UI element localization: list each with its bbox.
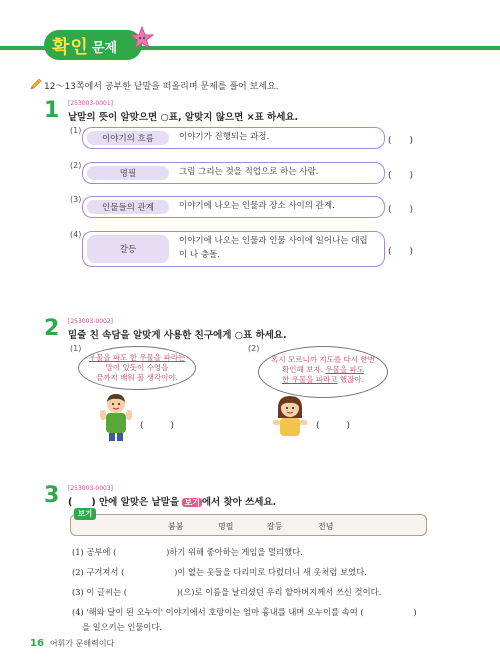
boy-character-icon — [96, 392, 136, 442]
q1-term: 인물들의 관계 — [87, 200, 169, 214]
word-box-label: 보기 — [74, 508, 96, 520]
page-number: 16 — [30, 638, 44, 649]
q3-sentence: (2) 구겨져서 ( )이 없는 옷들을 다리미로 다렸더니 새 옷처럼 보였다. — [72, 567, 367, 577]
q1-item-num: (3) — [70, 195, 82, 204]
pencil-icon — [30, 78, 42, 90]
bubble-left-line3: 끝까지 배워 볼 생각이야. — [96, 373, 178, 383]
star-icon — [130, 26, 154, 50]
q1-item-row — [82, 196, 385, 218]
q1-answer-blank[interactable]: ( ) — [388, 136, 414, 146]
bubble-right-line2-ul: 우물을 파도 — [325, 365, 364, 375]
q1-item-row — [82, 231, 385, 267]
q3-text — [68, 494, 276, 508]
q1-number: 1 — [44, 98, 60, 123]
q1-answer-blank[interactable]: ( ) — [388, 247, 414, 257]
q2-left-answer-blank[interactable]: ( ) — [140, 421, 175, 431]
q1-text: 낱말의 뜻이 알맞으면 ○표, 알맞지 않으면 ×표 하세요. — [68, 112, 299, 123]
q1-answer-blank[interactable]: ( ) — [388, 205, 414, 215]
word-box-item: 명필 — [218, 522, 234, 531]
word-box-item: 붐붐 — [168, 522, 184, 531]
q1-definition: 그림 그리는 것을 직업으로 하는 사람. — [179, 167, 319, 178]
q1-answer-blank[interactable]: ( ) — [388, 171, 414, 181]
word-box-item: 갈등 — [267, 522, 283, 531]
speech-bubble-right — [258, 346, 388, 398]
q2-code: [253003-0002] — [68, 318, 114, 325]
bubble-right-line3-ul: 한 우물을 파라고 — [282, 375, 338, 385]
girl-character-icon — [268, 394, 312, 442]
speech-bubble-left — [78, 346, 196, 390]
q3-sentence: (1) 공부에 ( )하기 위해 좋아하는 게임을 멀리했다. — [72, 547, 303, 557]
q2-number: 2 — [44, 316, 60, 341]
q1-term: 명필 — [87, 166, 169, 180]
q1-item-num: (4) — [70, 230, 82, 239]
q3-sentence: (4) '해와 달이 된 오누이' 이야기에서 호랑이는 엄마 흉내를 내며 오누이를 속여 ( ) — [72, 607, 417, 617]
bubble-right-line1: 혹시 모르니까 지도를 다시 한번 — [271, 355, 375, 364]
q2-right-answer-blank[interactable]: ( ) — [316, 421, 351, 431]
bubble-right-line2: 확인해 보자. — [282, 365, 323, 375]
bubble-right-line3: 했잖아. — [339, 375, 364, 385]
word-box — [70, 514, 427, 536]
header-title-2: 문제 — [92, 41, 118, 56]
q1-item-row — [82, 127, 385, 149]
q1-term: 갈등 — [87, 235, 169, 263]
bubble-left-line2: 말이 있듯이 수영을 — [105, 363, 169, 373]
q1-definition: 이야기에 나오는 인물과 인물 사이에 일어나는 대립이 나 충돌. — [179, 236, 368, 260]
q3-text-pre: ( ) 안에 알맞은 낱말을 — [68, 497, 180, 508]
q1-definition: 이야기에 나오는 인물과 장소 사이의 관계. — [179, 201, 335, 212]
instruction-text: 12～13쪽에서 공부한 낱말을 떠올리며 문제를 풀어 보세요. — [44, 82, 279, 92]
q3-sentence-cont: 을 일으키는 인물이다. — [82, 622, 163, 632]
q3-bogi-tag: 보기 — [184, 498, 200, 507]
q2-right-num: (2) — [248, 344, 260, 353]
q2-text: 밑줄 친 속담을 알맞게 사용한 친구에게 ○표 하세요. — [68, 330, 287, 341]
q3-text-post: 에서 찾아 쓰세요. — [201, 497, 277, 508]
q3-number: 3 — [44, 483, 60, 508]
q1-item-row — [82, 162, 385, 184]
q1-item-num: (1) — [70, 126, 82, 135]
q3-code: [253003-0003] — [68, 485, 114, 492]
q1-term: 이야기의 흐름 — [87, 131, 169, 145]
bubble-left-line1: 우물을 파도 한 우물을 파라는 — [88, 353, 186, 362]
q1-definition: 이야기가 진행되는 과정. — [179, 132, 270, 143]
q1-code: [253003-0001] — [68, 100, 114, 107]
header-title-1: 확인 — [52, 37, 89, 58]
word-box-item: 전념 — [318, 522, 334, 531]
footer — [30, 638, 114, 649]
q3-sentence: (3) 이 글씨는 ( )(으)로 이름을 날리셨던 우리 할아버지께서 쓰신 것이다. — [72, 587, 382, 597]
q2-left-num: (1) — [70, 344, 82, 353]
q1-item-num: (2) — [70, 161, 82, 170]
footer-label: 어휘가 문해력이다 — [49, 639, 115, 648]
